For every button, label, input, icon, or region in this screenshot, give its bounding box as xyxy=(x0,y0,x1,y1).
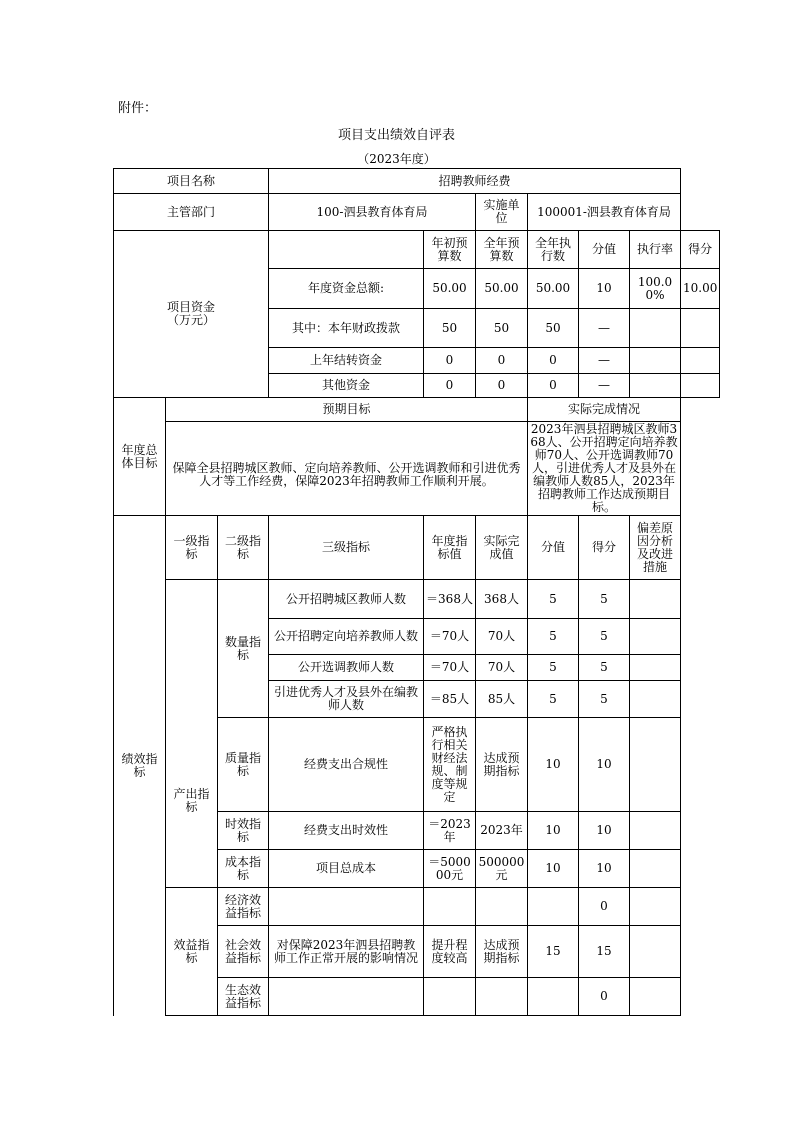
indicator-note xyxy=(630,681,681,718)
funds-header-initial: 年初预算数 xyxy=(424,231,476,269)
funds-exec: 50.00 xyxy=(528,269,579,309)
indicator-score: 5 xyxy=(579,619,630,655)
indicator-score: 5 xyxy=(579,681,630,718)
indicator-actual: 500000元 xyxy=(476,850,528,888)
indicator-header-level3: 三级指标 xyxy=(269,516,424,580)
funds-score xyxy=(681,374,720,398)
indicator-target: ＝500000元 xyxy=(424,850,476,888)
cost-indicator-label: 成本指标 xyxy=(218,850,269,888)
funds-row-label: 其他资金 xyxy=(269,374,424,398)
indicator-note xyxy=(630,926,681,978)
funds-section-label: 项目资金 （万元） xyxy=(114,231,269,398)
project-name-value: 招聘教师经费 xyxy=(269,169,681,194)
indicator-note xyxy=(630,619,681,655)
indicator-note xyxy=(630,812,681,850)
impl-value: 100001-泗县教育体育局 xyxy=(528,194,681,231)
indicator-section-label: 绩效指标 xyxy=(114,516,166,1016)
ecological-indicator-label: 生态效益指标 xyxy=(218,978,269,1016)
funds-initial: 0 xyxy=(424,374,476,398)
indicator-score: 5 xyxy=(579,655,630,681)
benefit-indicator-label: 效益指标 xyxy=(166,888,218,1016)
indicator-name: 公开招聘城区教师人数 xyxy=(269,580,424,619)
indicator-value: 10 xyxy=(528,718,579,812)
indicator-name xyxy=(269,978,424,1016)
goals-header-row xyxy=(114,398,720,422)
dept-label: 主管部门 xyxy=(114,194,269,231)
indicator-value: 5 xyxy=(528,580,579,619)
indicator-note xyxy=(630,655,681,681)
indicator-actual: 368人 xyxy=(476,580,528,619)
funds-row-label: 年度资金总额: xyxy=(269,269,424,309)
indicator-note xyxy=(630,978,681,1016)
indicator-score: 15 xyxy=(579,926,630,978)
economic-row xyxy=(114,888,720,926)
dept-value: 100-泗县教育体育局 xyxy=(269,194,476,231)
funds-initial: 50.00 xyxy=(424,269,476,309)
indicator-target: 提升程度较高 xyxy=(424,926,476,978)
indicator-actual xyxy=(476,888,528,926)
quantity-indicator-label: 数量指标 xyxy=(218,580,269,718)
indicator-score: 0 xyxy=(579,978,630,1016)
indicator-header-value: 分值 xyxy=(528,516,579,580)
indicator-target: ＝2023年 xyxy=(424,812,476,850)
funds-annual: 50 xyxy=(476,309,528,348)
indicator-target: ＝368人 xyxy=(424,580,476,619)
indicator-target xyxy=(424,978,476,1016)
goals-section-label: 年度总体目标 xyxy=(114,398,166,516)
indicator-name xyxy=(269,888,424,926)
goals-content-row xyxy=(114,422,720,516)
funds-header-annual: 全年预算数 xyxy=(476,231,528,269)
indicator-value xyxy=(528,888,579,926)
indicator-header-score: 得分 xyxy=(579,516,630,580)
funds-score-value: — xyxy=(579,374,630,398)
funds-initial: 0 xyxy=(424,348,476,374)
indicator-score: 5 xyxy=(579,580,630,619)
report-year: （2023年度） xyxy=(357,152,436,166)
funds-exec: 0 xyxy=(528,348,579,374)
goals-expected-text: 保障全县招聘城区教师、定向培养教师、公开选调教师和引进优秀人才等工作经费，保障2023年招聘教师工作顺利开展。 xyxy=(166,422,528,516)
indicator-target: ＝85人 xyxy=(424,681,476,718)
funds-exec: 50 xyxy=(528,309,579,348)
funds-score-value: — xyxy=(579,348,630,374)
project-name-row xyxy=(114,169,720,194)
annex-label: 附件： xyxy=(118,101,158,116)
indicator-header-row xyxy=(114,516,720,580)
funds-rate xyxy=(630,374,681,398)
indicator-note xyxy=(630,850,681,888)
funds-score xyxy=(681,309,720,348)
indicator-value: 10 xyxy=(528,812,579,850)
funds-score-value: 10 xyxy=(579,269,630,309)
timeliness-indicator-label: 时效指标 xyxy=(218,812,269,850)
funds-score-value: — xyxy=(579,309,630,348)
indicator-header-level1: 一级指标 xyxy=(166,516,218,580)
indicator-note xyxy=(630,718,681,812)
indicator-note xyxy=(630,888,681,926)
funds-annual: 0 xyxy=(476,348,528,374)
indicator-value: 5 xyxy=(528,681,579,718)
indicator-actual xyxy=(476,978,528,1016)
funds-initial: 50 xyxy=(424,309,476,348)
indicator-score: 10 xyxy=(579,850,630,888)
funds-header-exec: 全年执行数 xyxy=(528,231,579,269)
department-row xyxy=(114,194,720,231)
indicator-value: 10 xyxy=(528,850,579,888)
indicator-actual: 达成预期指标 xyxy=(476,926,528,978)
indicator-header-actual: 实际完成值 xyxy=(476,516,528,580)
funds-exec: 0 xyxy=(528,374,579,398)
funds-rate xyxy=(630,348,681,374)
funds-annual: 50.00 xyxy=(476,269,528,309)
indicator-target: ＝70人 xyxy=(424,655,476,681)
indicator-value: 5 xyxy=(528,619,579,655)
page-title: 项目支出绩效自评表 xyxy=(337,128,455,143)
indicator-name: 公开招聘定向培养教师人数 xyxy=(269,619,424,655)
indicator-score: 10 xyxy=(579,812,630,850)
self-evaluation-table xyxy=(113,168,720,1016)
indicator-name: 经费支出合规性 xyxy=(269,718,424,812)
goals-actual-label: 实际完成情况 xyxy=(528,398,681,422)
funds-header-score: 得分 xyxy=(681,231,720,269)
indicator-name: 引进优秀人才及县外在编教师人数 xyxy=(269,681,424,718)
indicator-header-note: 偏差原因分析及改进措施 xyxy=(630,516,681,580)
indicator-score: 0 xyxy=(579,888,630,926)
funds-header-score-value: 分值 xyxy=(579,231,630,269)
indicator-name: 对保障2023年泗县招聘教师工作正常开展的影响情况 xyxy=(269,926,424,978)
indicator-target: ＝70人 xyxy=(424,619,476,655)
social-indicator-label: 社会效益指标 xyxy=(218,926,269,978)
economic-indicator-label: 经济效益指标 xyxy=(218,888,269,926)
indicator-name: 公开选调教师人数 xyxy=(269,655,424,681)
funds-header-rate: 执行率 xyxy=(630,231,681,269)
quality-indicator-label: 质量指标 xyxy=(218,718,269,812)
output-indicator-label: 产出指标 xyxy=(166,580,218,888)
quantity-row xyxy=(114,580,720,619)
impl-label: 实施单位 xyxy=(476,194,528,231)
indicator-note xyxy=(630,580,681,619)
funds-rate: 100.00% xyxy=(630,269,681,309)
funds-header-blank xyxy=(269,231,424,269)
indicator-value: 15 xyxy=(528,926,579,978)
indicator-header-level2: 二级指标 xyxy=(218,516,269,580)
funds-rate xyxy=(630,309,681,348)
indicator-actual: 2023年 xyxy=(476,812,528,850)
indicator-name: 经费支出时效性 xyxy=(269,812,424,850)
funds-row-label: 其中：本年财政拨款 xyxy=(269,309,424,348)
indicator-target xyxy=(424,888,476,926)
indicator-target: 严格执行相关财经法规、制度等规定 xyxy=(424,718,476,812)
indicator-actual: 85人 xyxy=(476,681,528,718)
indicator-value: 5 xyxy=(528,655,579,681)
indicator-value xyxy=(528,978,579,1016)
funds-header-row xyxy=(114,231,720,269)
indicator-actual: 70人 xyxy=(476,655,528,681)
indicator-name: 项目总成本 xyxy=(269,850,424,888)
funds-score xyxy=(681,348,720,374)
funds-annual: 0 xyxy=(476,374,528,398)
indicator-header-target: 年度指标值 xyxy=(424,516,476,580)
funds-score: 10.00 xyxy=(681,269,720,309)
funds-row-label: 上年结转资金 xyxy=(269,348,424,374)
indicator-score: 10 xyxy=(579,718,630,812)
indicator-actual: 达成预期指标 xyxy=(476,718,528,812)
project-name-label: 项目名称 xyxy=(114,169,269,194)
indicator-actual: 70人 xyxy=(476,619,528,655)
goals-actual-text: 2023年泗县招聘城区教师368人、公开招聘定向培养教师70人、公开选调教师70人，引进优秀人才及县外在编教师人数85人，2023年招聘教师工作达成预期目标。 xyxy=(528,422,681,516)
goals-expected-label: 预期目标 xyxy=(166,398,528,422)
